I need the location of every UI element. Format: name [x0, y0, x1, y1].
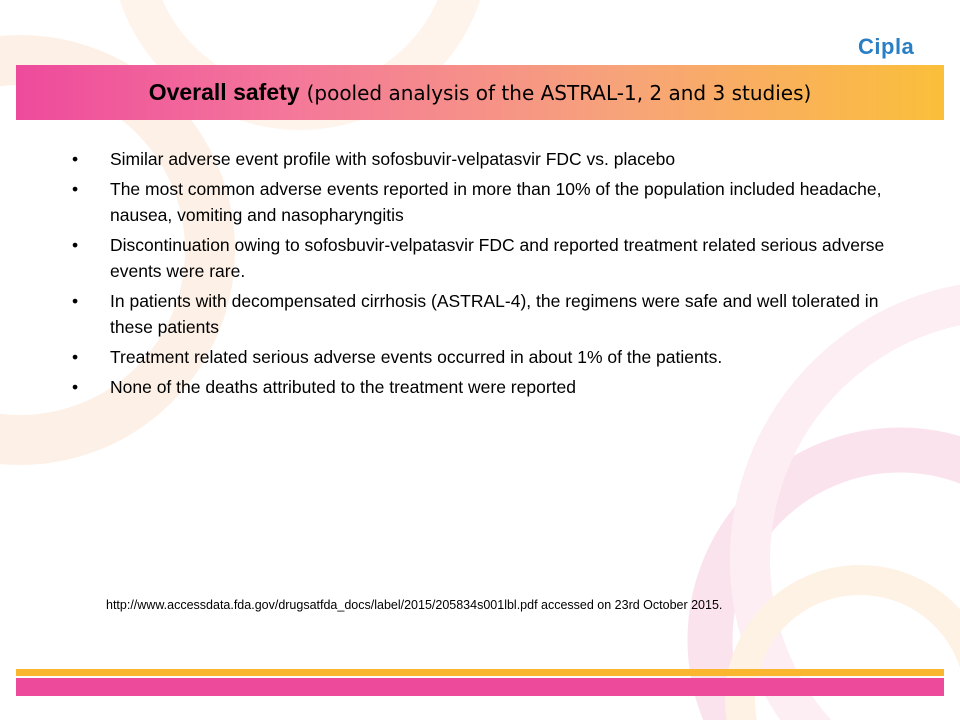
title-subtitle: (pooled analysis of the ASTRAL-1, 2 and 3 studies) [306, 80, 812, 105]
bullet-item [68, 374, 908, 400]
bullet-dot: • [72, 347, 79, 367]
footer-bar-pink [16, 678, 944, 696]
bullet-dot: • [72, 377, 79, 397]
bullet-item [68, 288, 908, 340]
reference-citation: http://www.accessdata.fda.gov/drugsatfda_docs/label/2015/205834s001lbl.pdf accessed on 23rd October 2015. [106, 598, 723, 612]
bullet-text: The most common adverse events reported in more than 10% of the population included headache, nausea, vomiting and nasopharyngitis [110, 179, 882, 225]
bullet-item [68, 232, 908, 284]
slide-title [16, 65, 944, 120]
bullet-dot: • [72, 235, 79, 255]
bullet-text: Discontinuation owing to sofosbuvir-velpatasvir FDC and reported treatment related serious adverse events were rare. [110, 235, 885, 281]
title-main: Overall safety [148, 79, 300, 105]
bullet-text: Similar adverse event profile with sofosbuvir-velpatasvir FDC vs. placebo [110, 149, 676, 169]
bullet-item [68, 146, 908, 172]
bullet-text: In patients with decompensated cirrhosis (ASTRAL-4), the regimens were safe and well tolerated in these patients [110, 291, 879, 337]
bullet-list [68, 146, 908, 404]
bullet-dot: • [72, 149, 79, 169]
cipla-logo: Cipla [858, 34, 915, 59]
footer-bar-yellow [16, 669, 944, 676]
bullet-dot: • [72, 179, 79, 199]
bullet-text: None of the deaths attributed to the treatment were reported [110, 377, 576, 397]
bullet-text: Treatment related serious adverse events occurred in about 1% of the patients. [110, 347, 723, 367]
bullet-dot: • [72, 291, 79, 311]
bullet-item [68, 344, 908, 370]
bullet-item [68, 176, 908, 228]
